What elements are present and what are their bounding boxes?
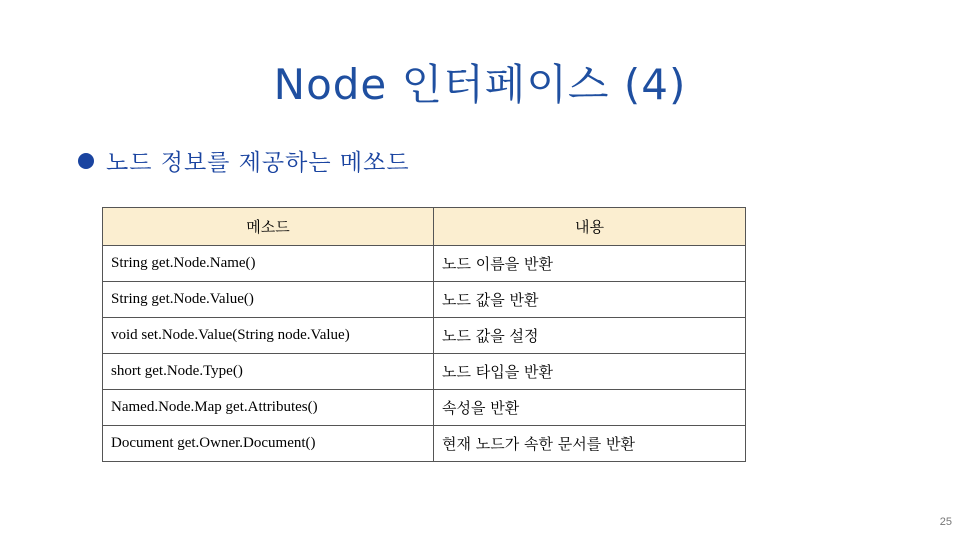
description-cell: 현재 노드가 속한 문서를 반환 bbox=[434, 426, 746, 462]
method-cell: short get.Node.Type() bbox=[103, 354, 434, 390]
method-cell: Named.Node.Map get.Attributes() bbox=[103, 390, 434, 426]
method-table bbox=[102, 207, 746, 462]
method-cell: String get.Node.Name() bbox=[103, 246, 434, 282]
table-header-row bbox=[103, 208, 746, 246]
table-row bbox=[103, 426, 746, 462]
description-cell: 노드 타입을 반환 bbox=[434, 354, 746, 390]
description-cell: 노드 값을 반환 bbox=[434, 282, 746, 318]
method-cell: String get.Node.Value() bbox=[103, 282, 434, 318]
header-method: 메소드 bbox=[103, 208, 434, 246]
description-cell: 노드 이름을 반환 bbox=[434, 246, 746, 282]
description-cell: 속성을 반환 bbox=[434, 390, 746, 426]
header-description: 내용 bbox=[434, 208, 746, 246]
table-row bbox=[103, 390, 746, 426]
page-number: 25 bbox=[939, 516, 952, 528]
bullet-dot-icon bbox=[78, 153, 94, 169]
table-row bbox=[103, 282, 746, 318]
method-cell: Document get.Owner.Document() bbox=[103, 426, 434, 462]
description-cell: 노드 값을 설정 bbox=[434, 318, 746, 354]
bullet-item bbox=[78, 144, 410, 177]
table-row bbox=[103, 318, 746, 354]
table-row bbox=[103, 354, 746, 390]
table-row bbox=[103, 246, 746, 282]
slide-title: Node 인터페이스 (4) bbox=[273, 60, 687, 109]
method-cell: void set.Node.Value(String node.Value) bbox=[103, 318, 434, 354]
bullet-text: 노드 정보를 제공하는 메쏘드 bbox=[106, 150, 410, 176]
